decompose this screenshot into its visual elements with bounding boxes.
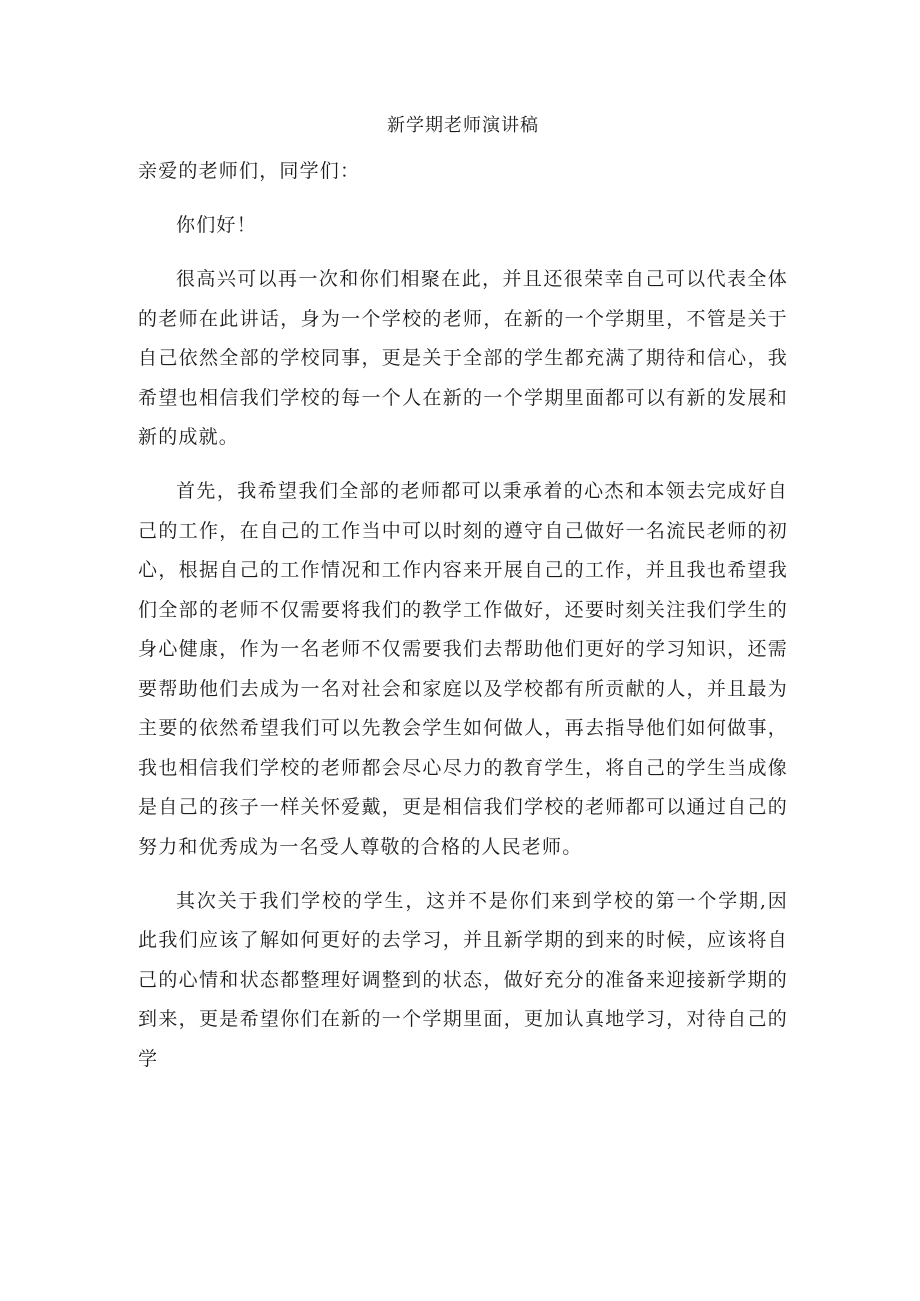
paragraph-intro: 很高兴可以再一次和你们相聚在此，并且还很荣幸自己可以代表全体的老师在此讲话，身为一个学校的老师，在新的一个学期里，不管是关于自己依然全部的学校同事，更是关于全部的学生都充满了期待和信心，我希望也相信我们学校的每一个人在新的一个学期里面都可以有新的发展和新的成就。 <box>138 268 788 448</box>
paragraph-students: 其次关于我们学校的学生，这并不是你们来到学校的第一个学期,因此我们应该了解如何更好的去学习，并且新学期的到来的时候，应该将自己的心情和状态都整理好调整到的状态，做好充分的准备来迎接新学期的到来，更是希望你们在新的一个学期里面，更加认真地学习，对待自己的学 <box>138 889 788 1070</box>
greeting: 你们好！ <box>176 214 257 236</box>
document-body <box>138 152 788 1094</box>
paragraph-teachers: 首先，我希望我们全部的老师都可以秉承着的心杰和本领去完成好自己的工作，在自己的工作当中可以时刻的遵守自己做好一名流民老师的初心，根据自己的工作情况和工作内容来开展自己的工作，并且我也希望我们全部的老师不仅需要将我们的教学工作做好，还要时刻关注我们学生的身心健康，作为一名老师不仅需要我们去帮助他们更好的学习知识，还需要帮助他们去成为一名对社会和家庭以及学校都有所贡献的人，并且最为主要的依然希望我们可以先教会学生如何做人，再去指导他们如何做事，我也相信我们学校的老师都会尽心尽力的教育学生，将自己的学生当成像是自己的孩子一样关怀爱戴，更是相信我们学校的老师都可以通过自己的努力和优秀成为一名受人尊敬的合格的人民老师。 <box>138 480 788 858</box>
salutation: 亲爱的老师们，同学们： <box>138 160 361 182</box>
document-title: 新学期老师演讲稿 <box>387 115 539 136</box>
